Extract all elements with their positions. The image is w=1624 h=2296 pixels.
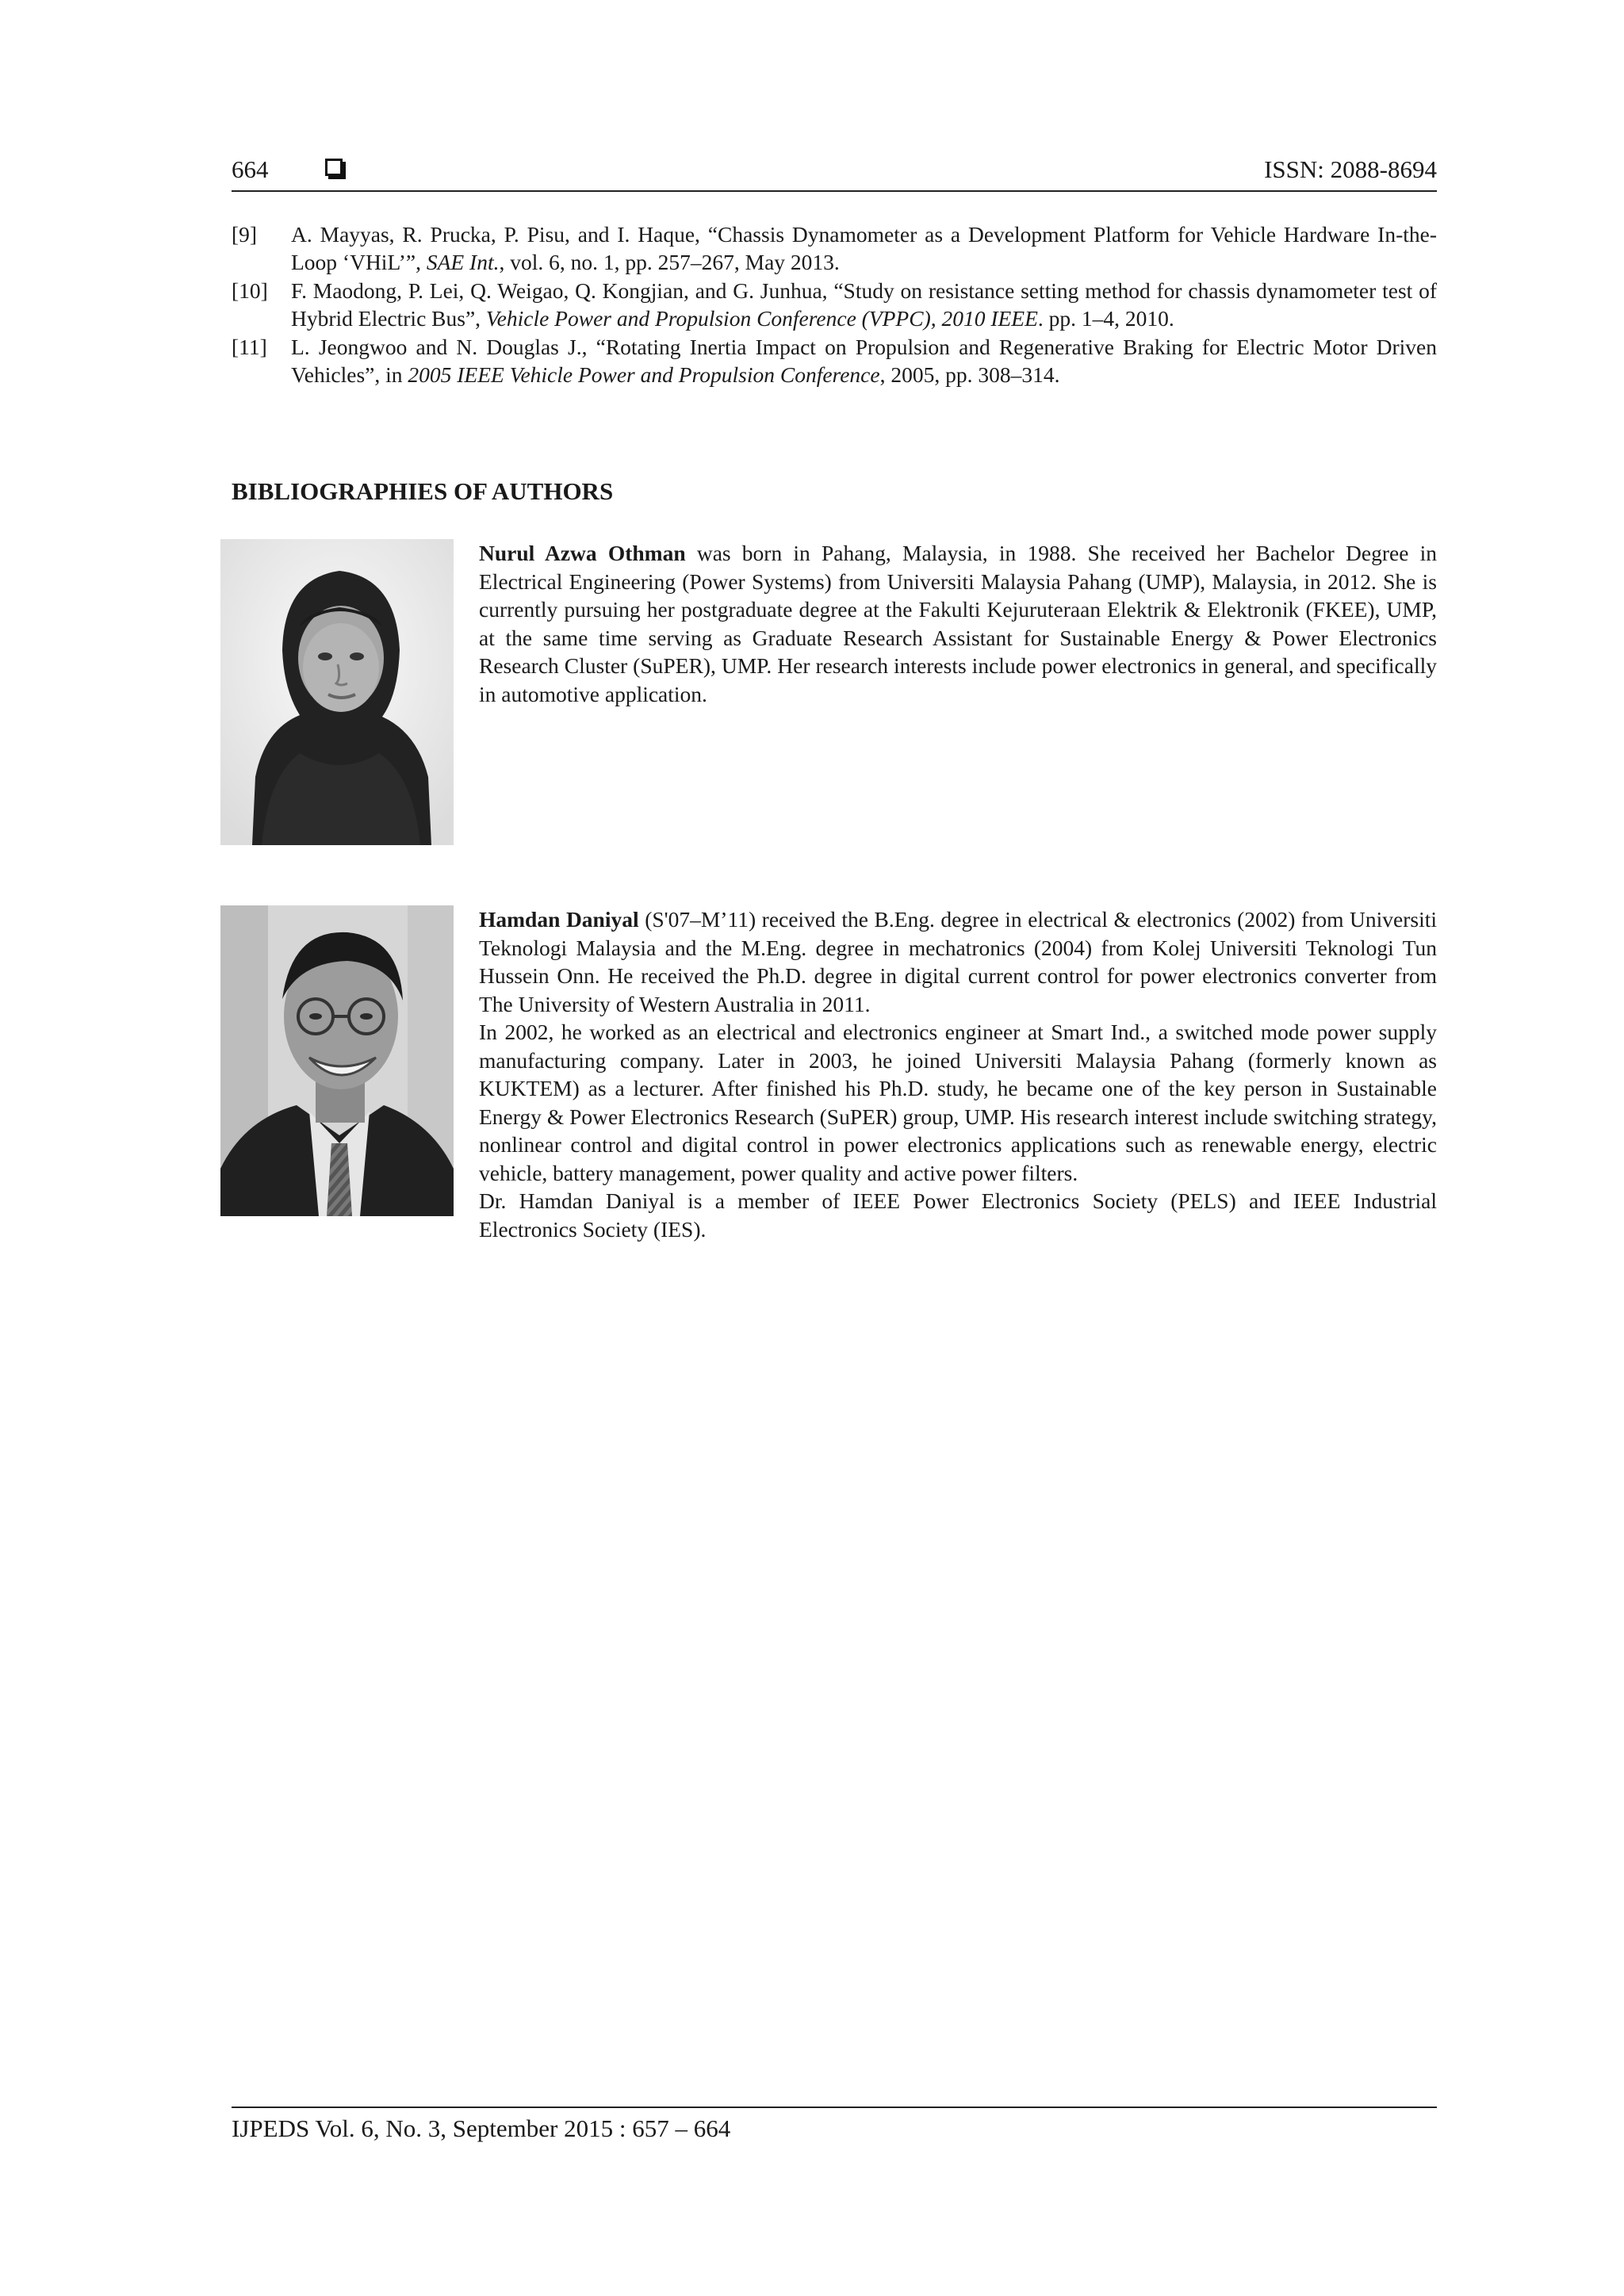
reference-text: F. Maodong, P. Lei, Q. Weigao, Q. Kongjian, and G. Junhua, “Study on resistance setting method for chassis dynamometer test of Hybrid Electric Bus”, — [291, 278, 1437, 331]
checkbox-bullet-icon — [325, 159, 343, 176]
author-name: Hamdan Daniyal — [479, 907, 639, 932]
reference-number: [11] — [232, 335, 267, 359]
author-name: Nurul Azwa Othman — [479, 541, 686, 565]
bio-paragraph: Dr. Hamdan Daniyal is a member of IEEE Power Electronics Society (PELS) and IEEE Industrial Electronics Society (IES). — [479, 1188, 1437, 1242]
reference-item — [232, 220, 1437, 276]
reference-venue: 2005 IEEE Vehicle Power and Propulsion Conference — [408, 362, 880, 387]
reference-item — [232, 277, 1437, 332]
author-photo — [220, 905, 454, 1216]
author-photo — [220, 539, 454, 845]
section-heading: BIBLIOGRAPHIES OF AUTHORS — [232, 477, 614, 505]
journal-citation: IJPEDS Vol. 6, No. 3, September 2015 : 657 – 664 — [232, 2114, 731, 2142]
reference-venue: Vehicle Power and Propulsion Conference (VPPC), 2010 IEEE — [485, 306, 1038, 331]
bio-paragraph: Hamdan Daniyal (S'07–M’11) received the B.Eng. degree in electrical & electronics (2002) from Universiti Teknologi Malaysia and the M.Eng. degree in mechatronics (2004) from Kolej Universiti Teknologi Tun Hussein Onn. He received the Ph.D. degree in digital current control for power electronics converter from The University of Western Australia in 2011. — [479, 907, 1437, 1016]
reference-details: , vol. 6, no. 1, pp. 257–267, May 2013. — [499, 250, 840, 274]
author-bio-text — [479, 905, 1437, 1243]
page-footer — [232, 2107, 1437, 2143]
bio-paragraph: Nurul Azwa Othman was born in Pahang, Malaysia, in 1988. She received her Bachelor Degree in Electrical Engineering (Power Systems) from Universiti Malaysia Pahang (UMP), Malaysia, in 2012. She is currently pursuing her postgraduate degree at the Fakulti Kejuruteraan Elektrik & Elektronik (FKEE), UMP, at the same time serving as Graduate Research Assistant for Sustainable Energy & Power Electronics Research Cluster (SuPER), UMP. Her research interests include power electronics in general, and specifically in automotive application. — [479, 541, 1438, 706]
author-bio-text — [479, 539, 1437, 708]
reference-text: A. Mayyas, R. Prucka, P. Pisu, and I. Haque, “Chassis Dynamometer as a Development Platform for Vehicle Hardware In-the-Loop ‘VHiL’”, — [291, 222, 1437, 274]
issn-label: ISSN: 2088-8694 — [1264, 155, 1437, 183]
reference-details: , 2005, pp. 308–314. — [879, 362, 1060, 387]
reference-item — [232, 333, 1437, 388]
page-number: 664 — [232, 155, 269, 183]
bio-paragraph: In 2002, he worked as an electrical and electronics engineer at Smart Ind., a switched mode power supply manufacturing company. Later in 2003, he joined Universiti Malaysia Pahang (formerly known as KUKTEM) as a lecturer. After finished his Ph.D. study, he became one of the key person in Sustainable Energy & Power Electronics Research (SuPER) group, UMP. His research interest include switching strategy, nonlinear control and digital control in power electronics applications such as renewable energy, electric vehicle, battery management, power quality and active power filters. — [479, 1020, 1437, 1185]
page-header — [232, 151, 1437, 192]
reference-number: [9] — [232, 222, 258, 247]
reference-venue: SAE Int. — [426, 250, 500, 274]
reference-list — [232, 220, 1437, 389]
reference-number: [10] — [232, 278, 268, 303]
reference-details: . pp. 1–4, 2010. — [1037, 306, 1174, 331]
reference-text: L. Jeongwoo and N. Douglas J., “Rotating Inertia Impact on Propulsion and Regenerative Braking for Electric Motor Driven Vehicles”, in — [291, 335, 1437, 387]
